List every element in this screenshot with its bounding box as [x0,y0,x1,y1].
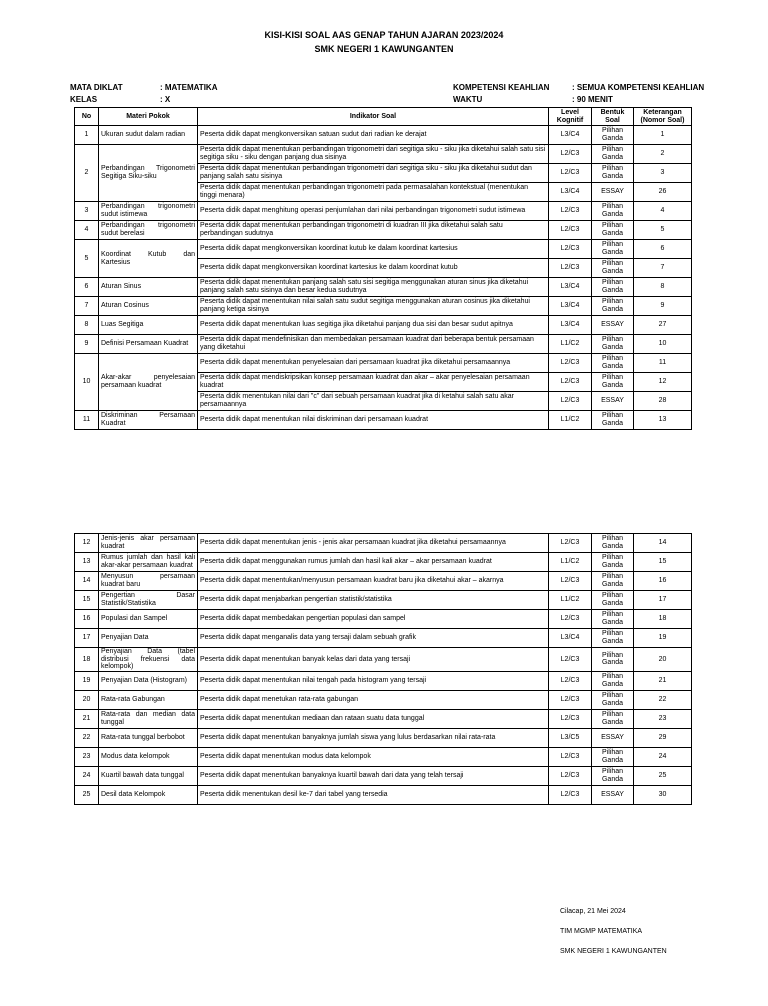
row-bentuk: Pilihan Ganda [592,202,634,221]
table-row [75,126,692,145]
table-row [75,690,692,709]
row-level: L3/C4 [549,629,592,648]
row-bentuk: Pilihan Ganda [592,766,634,785]
col-header-no: No [75,108,99,126]
row-indikator: Peserta didik dapat menentukan perbandingan trigonometri pada permasalahan kontekstual (menentukan tinggi menara) [198,183,549,202]
row-no: 12 [75,534,99,553]
row-level: L3/C4 [549,278,592,297]
row-indikator: Peserta didik dapat menentukan/menyusun persamaan kuadrat baru jika diketahui akar – akarnya [198,572,549,591]
table-row [75,297,692,316]
row-indikator: Peserta didik dapat menentukan panjang salah satu sisi segitiga menggunakan aturan sinus jika diketahui panjang salah satu sisinya dan besar kedua sudutnya [198,278,549,297]
row-materi: Aturan Sinus [99,278,198,297]
row-level: L1/C2 [549,411,592,430]
row-no: 11 [75,411,99,430]
row-materi: Menyusun persamaan kuadrat baru [99,572,198,591]
signature-school: SMK NEGERI 1 KAWUNGANTEN [560,948,667,955]
row-materi: Akar-akar penyelesaian persamaan kuadrat [99,354,198,411]
row-keterangan: 22 [634,690,692,709]
table-row [75,629,692,648]
row-level: L2/C3 [549,240,592,259]
row-no: 24 [75,766,99,785]
row-keterangan: 8 [634,278,692,297]
table-row [75,354,692,373]
row-indikator: Peserta didik dapat menentukan penyelesaian dari persamaan kuadrat jika diketahui persamaannya [198,354,549,373]
col-header-level: Level Kognitif [549,108,592,126]
row-materi: Definisi Persamaan Kuadrat [99,335,198,354]
kelas-value: : X [160,95,171,104]
row-indikator: Peserta didik dapat menganalis data yang tersaji dalam sebuah grafik [198,629,549,648]
signature-place-date: Cilacap, 21 Mei 2024 [560,908,626,915]
row-no: 23 [75,747,99,766]
row-indikator: Peserta didik dapat menentukan luas segitiga jika diketahui panjang dua sisi dan besar sudut apitnya [198,316,549,335]
row-level: L2/C3 [549,671,592,690]
row-bentuk: Pilihan Ganda [592,240,634,259]
row-keterangan: 26 [634,183,692,202]
row-indikator: Peserta didik dapat menentukan perbandingan trigonometri dari segitiga siku - siku jika diketahui salah satu sisi segitiga siku - siku dengan panjang dua sisinya [198,145,549,164]
row-indikator: Peserta didik dapat mengkonversikan koordinat kartesius ke dalam koordinat kutub [198,259,549,278]
row-keterangan: 10 [634,335,692,354]
row-level: L2/C3 [549,648,592,672]
row-materi: Jenis-jenis akar persamaan kuadrat [99,534,198,553]
kisi-table-page1 [74,107,692,430]
row-materi: Penyajian Data (tabel distribusi frekuensi data kelompok) [99,648,198,672]
row-no: 15 [75,591,99,610]
row-bentuk: Pilihan Ganda [592,553,634,572]
row-indikator: Peserta didik dapat menentukan perbandingan trigonometri di kuadran III jika diketahui salah satu perbandingan sudutnya [198,221,549,240]
row-no: 6 [75,278,99,297]
row-bentuk: Pilihan Ganda [592,572,634,591]
row-level: L1/C2 [549,553,592,572]
row-keterangan: 12 [634,373,692,392]
row-indikator: Peserta didik dapat menentukan banyaknya jumlah siswa yang lulus berdasarkan nilai rata-rata [198,728,549,747]
row-materi: Rata-rata Gabungan [99,690,198,709]
row-bentuk: Pilihan Ganda [592,648,634,672]
row-level: L1/C2 [549,591,592,610]
row-level: L2/C3 [549,164,592,183]
row-no: 10 [75,354,99,411]
row-no: 1 [75,126,99,145]
row-no: 21 [75,709,99,728]
kompetensi-label: KOMPETENSI KEAHLIAN [453,83,550,92]
row-level: L2/C3 [549,354,592,373]
row-materi: Rata-rata dan median data tunggal [99,709,198,728]
col-header-bentuk: Bentuk Soal [592,108,634,126]
table-row [75,572,692,591]
row-materi: Ukuran sudut dalam radian [99,126,198,145]
row-level: L2/C3 [549,572,592,591]
row-keterangan: 11 [634,354,692,373]
row-keterangan: 19 [634,629,692,648]
row-materi: Diskriminan Persamaan Kuadrat [99,411,198,430]
table-row [75,202,692,221]
row-materi: Koordinat Kutub dan Kartesius [99,240,198,278]
row-keterangan: 16 [634,572,692,591]
table-row [75,145,692,164]
row-indikator: Peserta didik menentukan desil ke-7 dari tabel yang tersedia [198,785,549,804]
row-materi: Penyajian Data [99,629,198,648]
table-row [75,709,692,728]
row-bentuk: Pilihan Ganda [592,411,634,430]
row-keterangan: 25 [634,766,692,785]
row-level: L2/C3 [549,690,592,709]
row-indikator: Peserta didik dapat menetukan rata-rata gabungan [198,690,549,709]
row-bentuk: Pilihan Ganda [592,278,634,297]
row-indikator: Peserta didik dapat mendefinisikan dan membedakan persamaan kuadrat dari beberapa bentuk persamaan yang diketahui [198,335,549,354]
row-bentuk: Pilihan Ganda [592,126,634,145]
row-bentuk: ESSAY [592,392,634,411]
row-level: L2/C3 [549,392,592,411]
row-keterangan: 5 [634,221,692,240]
waktu-label: WAKTU [453,95,483,104]
row-keterangan: 4 [634,202,692,221]
row-materi: Perbandingan trigonometri sudut berelasi [99,221,198,240]
row-level: L2/C3 [549,202,592,221]
row-indikator: Peserta didik dapat menentukan nilai diskriminan dari persamaan kuadrat [198,411,549,430]
row-bentuk: Pilihan Ganda [592,629,634,648]
row-level: L1/C2 [549,335,592,354]
row-keterangan: 14 [634,534,692,553]
row-no: 5 [75,240,99,278]
table-row [75,221,692,240]
row-indikator: Peserta didik dapat menggunakan rumus jumlah dan hasil kali akar – akar persamaan kuadrat [198,553,549,572]
row-no: 2 [75,145,99,202]
row-indikator: Peserta didik dapat menjabarkan pengertian statistik/statistika [198,591,549,610]
table-row [75,591,692,610]
row-keterangan: 2 [634,145,692,164]
table-row [75,785,692,804]
row-bentuk: ESSAY [592,785,634,804]
row-keterangan: 27 [634,316,692,335]
row-bentuk: ESSAY [592,183,634,202]
row-bentuk: Pilihan Ganda [592,354,634,373]
row-materi: Populasi dan Sampel [99,610,198,629]
row-bentuk: Pilihan Ganda [592,747,634,766]
row-materi: Luas Segitiga [99,316,198,335]
row-keterangan: 3 [634,164,692,183]
row-materi: Modus data kelompok [99,747,198,766]
row-level: L2/C3 [549,709,592,728]
row-bentuk: Pilihan Ganda [592,221,634,240]
row-bentuk: Pilihan Ganda [592,709,634,728]
table-row [75,316,692,335]
row-materi: Penyajian Data (Histogram) [99,671,198,690]
row-level: L2/C3 [549,259,592,278]
row-indikator: Peserta didik dapat mendiskripsikan konsep persamaan kuadrat dan akar – akar penyelesaian persamaan kuadrat [198,373,549,392]
table-row [75,278,692,297]
school-title: SMK NEGERI 1 KAWUNGANTEN [314,44,454,54]
row-no: 17 [75,629,99,648]
row-keterangan: 7 [634,259,692,278]
row-indikator: Peserta didik menentukan nilai dari "c" dari sebuah persamaan kuadrat jika di ketahui salah satu akar persamaannya [198,392,549,411]
kelas-label: KELAS [70,95,98,104]
table-row [75,534,692,553]
row-bentuk: Pilihan Ganda [592,690,634,709]
row-no: 20 [75,690,99,709]
row-keterangan: 20 [634,648,692,672]
row-level: L2/C3 [549,534,592,553]
row-level: L2/C3 [549,221,592,240]
table-row [75,747,692,766]
row-level: L3/C4 [549,183,592,202]
mata-diklat-label: MATA DIKLAT [70,83,123,92]
row-no: 18 [75,648,99,672]
row-keterangan: 18 [634,610,692,629]
row-keterangan: 24 [634,747,692,766]
row-no: 4 [75,221,99,240]
table-row [75,766,692,785]
row-level: L2/C3 [549,145,592,164]
signature-team: TIM MGMP MATEMATIKA [560,928,643,935]
row-bentuk: Pilihan Ganda [592,671,634,690]
row-bentuk: Pilihan Ganda [592,259,634,278]
row-level: L3/C4 [549,297,592,316]
table-row [75,728,692,747]
mata-diklat-value: : MATEMATIKA [160,83,218,92]
kompetensi-value: : SEMUA KOMPETENSI KEAHLIAN [572,83,705,92]
row-indikator: Peserta didik dapat mengkonversikan satuan sudut dari radian ke derajat [198,126,549,145]
row-indikator: Peserta didik dapat membedakan pengertian populasi dan sampel [198,610,549,629]
col-header-keterangan: Keterangan (Nomor Soal) [634,108,692,126]
row-keterangan: 17 [634,591,692,610]
row-bentuk: ESSAY [592,728,634,747]
row-keterangan: 13 [634,411,692,430]
row-materi: Desil data Kelompok [99,785,198,804]
row-indikator: Peserta didik dapat menentukan mediaan dan rataan suatu data tunggal [198,709,549,728]
row-no: 16 [75,610,99,629]
row-keterangan: 1 [634,126,692,145]
row-indikator: Peserta didik dapat menentukan modus data kelompok [198,747,549,766]
row-indikator: Peserta didik dapat menentukan perbandingan trigonometri dari segitiga siku - siku jika diketahui sudut dan panjang salah satu sisinya [198,164,549,183]
row-level: L2/C3 [549,373,592,392]
row-keterangan: 30 [634,785,692,804]
row-level: L3/C4 [549,126,592,145]
col-header-indikator: Indikator Soal [198,108,549,126]
row-indikator: Peserta didik dapat menentukan nilai salah satu sudut segitiga menggunakan aturan cosinus jika diketahui panjang ketiga sisinya [198,297,549,316]
row-no: 14 [75,572,99,591]
row-no: 13 [75,553,99,572]
row-no: 3 [75,202,99,221]
row-indikator: Peserta didik dapat menentukan nilai tengah pada histogram yang tersaji [198,671,549,690]
row-materi: Rumus jumlah dan hasil kali akar-akar persamaan kuadrat [99,553,198,572]
row-bentuk: Pilihan Ganda [592,145,634,164]
row-indikator: Peserta didik dapat menghitung operasi penjumlahan dari nilai perbandingan trigonometri sudut istimewa [198,202,549,221]
row-no: 9 [75,335,99,354]
row-keterangan: 21 [634,671,692,690]
row-materi: Aturan Cosinus [99,297,198,316]
row-no: 25 [75,785,99,804]
row-no: 22 [75,728,99,747]
document-title: KISI-KISI SOAL AAS GENAP TAHUN AJARAN 2023/2024 [264,30,504,40]
waktu-value: : 90 MENIT [572,95,613,104]
row-level: L3/C5 [549,728,592,747]
row-indikator: Peserta didik dapat menentukan banyaknya kuartil bawah dari data yang telah tersaji [198,766,549,785]
row-bentuk: Pilihan Ganda [592,591,634,610]
row-bentuk: Pilihan Ganda [592,373,634,392]
row-bentuk: Pilihan Ganda [592,534,634,553]
row-level: L2/C3 [549,785,592,804]
row-no: 8 [75,316,99,335]
row-keterangan: 28 [634,392,692,411]
row-keterangan: 6 [634,240,692,259]
col-header-materi: Materi Pokok [99,108,198,126]
row-bentuk: Pilihan Ganda [592,164,634,183]
row-indikator: Peserta didik dapat menentukan jenis - jenis akar persamaan kuadrat jika diketahui persamaannya [198,534,549,553]
row-indikator: Peserta didik dapat mengkonversikan koordinat kutub ke dalam koordinat kartesius [198,240,549,259]
row-bentuk: Pilihan Ganda [592,297,634,316]
row-bentuk: Pilihan Ganda [592,610,634,629]
row-materi: Rata-rata tunggal berbobot [99,728,198,747]
table-row [75,411,692,430]
row-materi: Perbandingan Trigonometri Segitiga Siku-siku [99,145,198,202]
table-row [75,610,692,629]
table-row [75,553,692,572]
table-row [75,335,692,354]
table-row [75,240,692,259]
row-level: L3/C4 [549,316,592,335]
row-materi: Kuartil bawah data tunggal [99,766,198,785]
kisi-table-page2 [74,533,692,805]
row-keterangan: 15 [634,553,692,572]
row-bentuk: ESSAY [592,316,634,335]
row-no: 7 [75,297,99,316]
row-bentuk: Pilihan Ganda [592,335,634,354]
row-indikator: Peserta didik dapat menentukan banyak kelas dari data yang tersaji [198,648,549,672]
row-level: L2/C3 [549,766,592,785]
table-row [75,671,692,690]
row-keterangan: 29 [634,728,692,747]
row-keterangan: 23 [634,709,692,728]
row-no: 19 [75,671,99,690]
row-materi: Perbandingan trigonometri sudut istimewa [99,202,198,221]
row-level: L2/C3 [549,747,592,766]
table-row [75,648,692,672]
row-materi: Pengertian Dasar Statistik/Statistika [99,591,198,610]
row-keterangan: 9 [634,297,692,316]
row-level: L2/C3 [549,610,592,629]
